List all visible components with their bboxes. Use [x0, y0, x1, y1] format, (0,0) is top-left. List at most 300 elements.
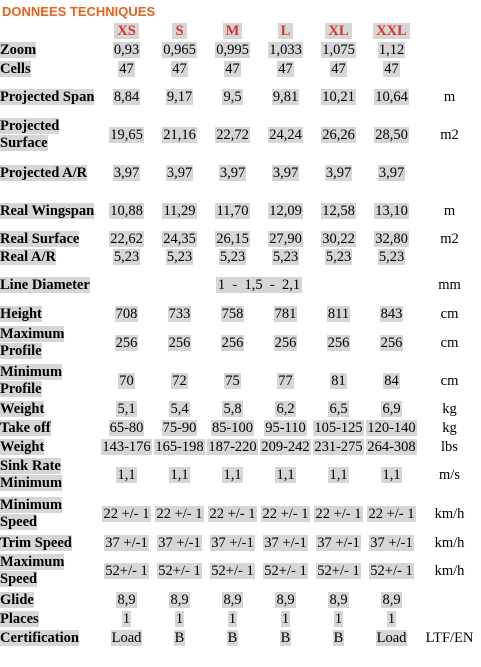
value-text: 52+/- 1: [317, 562, 360, 579]
value-cell: [365, 116, 418, 154]
value-cell: [153, 456, 206, 494]
value-text: 6,5: [329, 401, 348, 417]
value-cell: [153, 629, 206, 648]
table-row: [0, 324, 481, 362]
value-cell: [312, 629, 365, 648]
value-cell: [365, 590, 418, 610]
value-cell: [153, 248, 206, 266]
value-cell: [153, 324, 206, 362]
value-text: 26,26: [322, 126, 355, 143]
value-text: 256: [380, 334, 403, 351]
size-header-label: M: [223, 23, 243, 39]
value-cell: [100, 610, 153, 629]
row-label-text: Line Diameter: [0, 277, 90, 293]
value-text: 52+/- 1: [264, 562, 307, 579]
value-text: 77: [278, 372, 293, 389]
table-row: [0, 305, 481, 324]
value-text: 52+/- 1: [370, 562, 413, 579]
row-label: [0, 248, 100, 266]
row-label-text: Weight: [0, 401, 45, 417]
size-header-m: [206, 22, 259, 40]
value-cell: [100, 400, 153, 419]
unit-text: m: [443, 202, 456, 219]
value-cell: [100, 305, 153, 324]
value-text: 708: [115, 306, 138, 322]
table-row: [0, 154, 481, 192]
value-cell: [312, 590, 365, 610]
value-text: 1: [228, 611, 237, 627]
value-cell: [153, 400, 206, 419]
value-cell: [259, 154, 312, 192]
value-text: 32,80: [375, 230, 408, 247]
value-cell: [100, 419, 153, 438]
value-cell: [365, 362, 418, 400]
value-cell: [100, 494, 153, 534]
value-cell: [153, 534, 206, 552]
value-cell: [365, 324, 418, 362]
value-cell: [312, 419, 365, 438]
row-label: [0, 266, 100, 305]
table-row: [0, 456, 481, 494]
value-text: 37 +/-1: [370, 534, 413, 551]
unit-cell: [418, 629, 481, 648]
value-text: 1: [122, 611, 131, 627]
value-text: 1,12: [378, 41, 405, 58]
empty-unit-marker: [448, 43, 452, 57]
value-cell: [312, 534, 365, 552]
value-cell: [259, 362, 312, 400]
value-text: 209-242: [261, 438, 310, 455]
row-label: [0, 438, 100, 456]
unit-text: mm: [438, 277, 461, 293]
value-text: 3,97: [272, 164, 299, 181]
row-label-text: Projected A/R: [0, 164, 88, 181]
value-cell: [365, 192, 418, 230]
empty-unit-marker: [448, 166, 452, 180]
value-cell: [153, 438, 206, 456]
row-label-text: Projected Surface: [0, 118, 60, 151]
value-cell: [153, 552, 206, 590]
value-text: 47: [278, 60, 293, 77]
value-text: 120-140: [367, 420, 416, 436]
value-cell: [365, 78, 418, 116]
row-label-text: Height: [0, 306, 42, 322]
row-label-text: Real A/R: [0, 248, 56, 265]
value-cell: [206, 230, 259, 248]
value-cell: [100, 60, 153, 78]
value-cell: [153, 192, 206, 230]
row-label: [0, 419, 100, 438]
value-text: 187-220: [208, 438, 257, 455]
value-text: 8,9: [170, 591, 189, 608]
unit-text: LTF/EN: [425, 630, 474, 646]
unit-text: kg: [442, 401, 457, 417]
table-row: [0, 552, 481, 590]
value-text: 1,1: [382, 466, 401, 483]
value-cell: [153, 40, 206, 60]
value-cell: [206, 494, 259, 534]
value-cell: [100, 192, 153, 230]
value-cell: [100, 590, 153, 610]
row-label-text: Sink Rate Minimum: [0, 458, 63, 491]
size-header-row: [0, 22, 481, 40]
row-label: [0, 78, 100, 116]
value-text: 9,17: [166, 88, 193, 105]
value-cell: [100, 154, 153, 192]
value-cell: [365, 456, 418, 494]
value-text: 3,97: [325, 164, 352, 181]
value-text: 10,88: [110, 202, 143, 219]
value-cell: [206, 60, 259, 78]
value-cell: [312, 400, 365, 419]
value-cell: [100, 248, 153, 266]
value-text: 72: [172, 372, 187, 389]
value-cell: [206, 590, 259, 610]
size-header-label: XL: [325, 23, 351, 39]
unit-cell: [418, 305, 481, 324]
value-text: 1,075: [322, 41, 355, 58]
value-text: 8,84: [113, 88, 140, 105]
value-cell: [100, 362, 153, 400]
value-cell: [312, 552, 365, 590]
value-text: B: [280, 630, 291, 646]
value-text: 24,35: [163, 230, 196, 247]
value-text: 22 +/- 1: [209, 505, 256, 522]
page-title: DONNEES TECHNIQUES: [2, 4, 156, 19]
row-label: [0, 534, 100, 552]
value-text: 0,93: [113, 41, 140, 58]
value-cell: [153, 494, 206, 534]
value-text: 1,033: [269, 41, 302, 58]
unit-cell: [418, 438, 481, 456]
value-cell: [312, 192, 365, 230]
row-label-text: Maximum Speed: [0, 554, 65, 587]
value-text: 10,64: [375, 88, 408, 105]
value-cell: [100, 438, 153, 456]
unit-text: km/h: [434, 534, 465, 551]
value-cell: [259, 629, 312, 648]
table-row: [0, 60, 481, 78]
size-header-xs: [100, 22, 153, 40]
value-text: 95-110: [265, 420, 306, 436]
table-row: [0, 494, 481, 534]
size-header-label: XS: [114, 23, 139, 39]
row-label-text: Cells: [0, 60, 31, 77]
row-label: [0, 305, 100, 324]
value-text: 8,9: [329, 591, 348, 608]
size-header-xl: [312, 22, 365, 40]
value-cell: [312, 230, 365, 248]
unit-cell: [418, 230, 481, 248]
value-cell: [206, 362, 259, 400]
row-label: [0, 552, 100, 590]
value-cell: [365, 419, 418, 438]
header-corner: [0, 22, 100, 40]
value-text: 733: [168, 306, 191, 322]
table-row: [0, 230, 481, 248]
value-cell: [206, 400, 259, 419]
value-text: 811: [327, 306, 350, 322]
value-cell: [365, 438, 418, 456]
value-cell: [259, 248, 312, 266]
value-cell: [312, 40, 365, 60]
value-cell: [365, 629, 418, 648]
value-text: 3,97: [378, 164, 405, 181]
size-header-l: [259, 22, 312, 40]
unit-cell: [418, 400, 481, 419]
value-cell: [153, 78, 206, 116]
table-row: [0, 610, 481, 629]
table-row: [0, 438, 481, 456]
value-text: 256: [168, 334, 191, 351]
row-label-text: Places: [0, 611, 39, 627]
value-cell: [365, 230, 418, 248]
value-cell: [259, 116, 312, 154]
value-text: B: [227, 630, 238, 646]
unit-cell: [418, 419, 481, 438]
merged-value: 1 - 1,5 - 2,1: [217, 277, 301, 293]
unit-cell: [418, 116, 481, 154]
value-cell: [100, 230, 153, 248]
unit-cell: [418, 324, 481, 362]
value-text: 30,22: [322, 230, 355, 247]
unit-cell: [418, 362, 481, 400]
unit-text: m: [443, 88, 456, 105]
value-cell: [206, 192, 259, 230]
table-row: [0, 78, 481, 116]
value-text: 256: [274, 334, 297, 351]
value-text: 5,23: [272, 248, 299, 265]
value-text: 22 +/- 1: [368, 505, 415, 522]
value-text: 1,1: [329, 466, 348, 483]
value-text: 143-176: [102, 438, 151, 455]
value-text: 0,965: [163, 41, 196, 58]
row-label-text: Maximum Profile: [0, 326, 65, 359]
value-text: Load: [111, 630, 142, 646]
value-text: B: [333, 630, 344, 646]
value-cell: [312, 248, 365, 266]
value-text: 13,10: [375, 202, 408, 219]
table-row: [0, 266, 481, 305]
value-text: 781: [274, 306, 297, 322]
value-text: 22,72: [216, 126, 249, 143]
value-text: 37 +/-1: [211, 534, 254, 551]
value-text: 11,70: [216, 202, 249, 219]
value-text: 84: [384, 372, 399, 389]
value-cell: [206, 324, 259, 362]
value-cell: [206, 552, 259, 590]
empty-unit-marker: [448, 593, 452, 607]
value-cell: [259, 456, 312, 494]
value-text: 5,23: [219, 248, 246, 265]
value-text: 5,4: [170, 401, 189, 417]
value-cell: [365, 552, 418, 590]
unit-text: m2: [440, 230, 459, 247]
value-cell: [365, 40, 418, 60]
value-cell: [312, 362, 365, 400]
value-cell: [365, 248, 418, 266]
size-header-label: L: [278, 23, 294, 39]
value-cell: [259, 324, 312, 362]
value-cell: [100, 552, 153, 590]
value-text: 21,16: [163, 126, 196, 143]
row-label: [0, 60, 100, 78]
value-text: B: [174, 630, 185, 646]
table-row: [0, 590, 481, 610]
row-label-text: Minimum Profile: [0, 364, 63, 397]
row-label-text: Glide: [0, 591, 34, 608]
value-text: 26,15: [216, 230, 249, 247]
value-text: 5,23: [113, 248, 140, 265]
row-label-text: Projected Span: [0, 88, 95, 105]
table-row: [0, 400, 481, 419]
row-label: [0, 590, 100, 610]
value-text: 47: [172, 60, 187, 77]
unit-cell: [418, 78, 481, 116]
row-label-text: Take off: [0, 420, 51, 436]
value-cell: [259, 305, 312, 324]
value-cell: [365, 305, 418, 324]
value-cell: [153, 610, 206, 629]
value-cell: [100, 116, 153, 154]
value-cell: [206, 116, 259, 154]
unit-text: cm: [440, 306, 459, 322]
value-text: 5,23: [325, 248, 352, 265]
value-cell: [259, 534, 312, 552]
value-cell: [100, 534, 153, 552]
row-label: [0, 116, 100, 154]
value-text: 8,9: [117, 591, 136, 608]
unit-text: cm: [440, 334, 459, 351]
value-cell: [153, 116, 206, 154]
unit-cell: [418, 40, 481, 60]
table-row: [0, 40, 481, 60]
value-text: 8,9: [276, 591, 295, 608]
value-text: Load: [376, 630, 407, 646]
size-header-xxl: [365, 22, 418, 40]
table-row: [0, 192, 481, 230]
value-text: 70: [119, 372, 134, 389]
unit-cell: [418, 266, 481, 305]
value-text: 37 +/-1: [105, 534, 148, 551]
value-cell: [312, 494, 365, 534]
table-row: [0, 419, 481, 438]
value-text: 22 +/- 1: [262, 505, 309, 522]
value-text: 47: [225, 60, 240, 77]
row-label: [0, 154, 100, 192]
unit-text: lbs: [441, 438, 458, 455]
value-text: 1: [175, 611, 184, 627]
row-label: [0, 629, 100, 648]
value-cell: [365, 154, 418, 192]
unit-text: km/h: [434, 562, 465, 579]
value-cell: [206, 78, 259, 116]
value-cell: [153, 60, 206, 78]
value-cell: [206, 305, 259, 324]
value-cell: [259, 192, 312, 230]
value-text: 52+/- 1: [158, 562, 201, 579]
value-cell: [259, 552, 312, 590]
empty-unit-marker: [448, 613, 452, 627]
value-text: 8,9: [223, 591, 242, 608]
row-label: [0, 40, 100, 60]
unit-text: cm: [440, 372, 459, 389]
unit-header: [418, 22, 481, 40]
unit-cell: [418, 192, 481, 230]
value-cell: [259, 438, 312, 456]
row-label: [0, 362, 100, 400]
unit-text: m2: [440, 126, 459, 143]
value-text: 3,97: [219, 164, 246, 181]
value-text: 9,81: [272, 88, 299, 105]
row-label: [0, 230, 100, 248]
value-text: 22 +/- 1: [156, 505, 203, 522]
spec-rows: [0, 40, 481, 648]
unit-cell: [418, 610, 481, 629]
value-cell: [312, 154, 365, 192]
value-text: 10,21: [322, 88, 355, 105]
row-label: [0, 400, 100, 419]
value-text: 81: [331, 372, 346, 389]
table-row: [0, 248, 481, 266]
unit-cell: [418, 248, 481, 266]
value-cell: [312, 78, 365, 116]
value-text: 28,50: [375, 126, 408, 143]
value-text: 47: [384, 60, 399, 77]
value-text: 6,9: [382, 401, 401, 417]
value-cell: [206, 629, 259, 648]
value-text: 264-308: [367, 438, 416, 455]
value-cell: [259, 78, 312, 116]
value-cell: [206, 154, 259, 192]
value-cell: [365, 60, 418, 78]
value-text: 37 +/-1: [317, 534, 360, 551]
value-cell: [312, 116, 365, 154]
value-text: 0,995: [216, 41, 249, 58]
value-text: 22 +/- 1: [315, 505, 362, 522]
value-text: 47: [119, 60, 134, 77]
value-text: 37 +/-1: [158, 534, 201, 551]
value-cell: [206, 248, 259, 266]
value-cell: [206, 438, 259, 456]
value-text: 1,1: [170, 466, 189, 483]
value-text: 12,09: [269, 202, 302, 219]
value-text: 256: [221, 334, 244, 351]
row-label-text: Trim Speed: [0, 534, 72, 551]
value-text: 37 +/-1: [264, 534, 307, 551]
value-cell: [312, 438, 365, 456]
unit-text: kg: [442, 420, 457, 436]
value-cell: [100, 78, 153, 116]
unit-cell: [418, 456, 481, 494]
unit-cell: [418, 494, 481, 534]
value-cell: [365, 400, 418, 419]
value-cell: [100, 456, 153, 494]
row-label-text: Zoom: [0, 41, 37, 58]
row-label: [0, 324, 100, 362]
row-label: [0, 192, 100, 230]
value-text: 24,24: [269, 126, 302, 143]
value-cell: [259, 419, 312, 438]
value-cell: [206, 40, 259, 60]
value-cell: [206, 419, 259, 438]
size-header-label: XXL: [373, 23, 410, 39]
spec-table: [0, 22, 481, 648]
value-text: 27,90: [269, 230, 302, 247]
value-text: 3,97: [166, 164, 193, 181]
value-cell: [206, 456, 259, 494]
value-cell: [312, 60, 365, 78]
